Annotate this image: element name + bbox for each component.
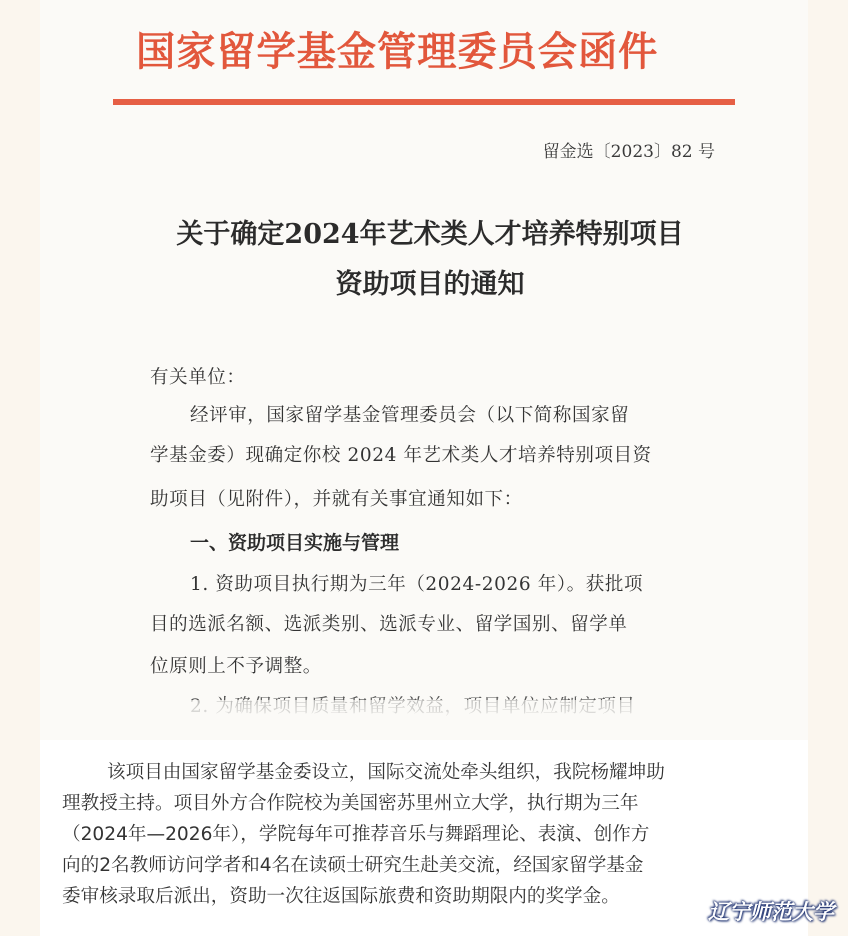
caption-line: 该项目由国家留学基金委设立，国际交流处牵头组织，我院杨耀坤助: [107, 762, 665, 783]
notice-title-line2: 资助项目的通知: [335, 269, 525, 300]
watermark-logo: 辽宁师范大学: [708, 900, 834, 924]
paragraph-line: 学基金委）现确定你校 2024 年艺术类人才培养特别项目资: [150, 445, 652, 466]
caption-line: 向的2名教师访问学者和4名在读硕士研究生赴美交流，经国家留学基金: [62, 855, 644, 876]
caption-line: （2024年—2026年），学院每年可推荐音乐与舞蹈理论、表演、创作方: [62, 824, 650, 845]
caption-line: 委审核录取后派出，资助一次往返国际旅费和资助期限内的奖学金。: [62, 886, 620, 907]
caption-text: [62, 757, 782, 912]
document-image: [40, 0, 808, 740]
section-heading: 一、资助项目实施与管理: [190, 532, 400, 554]
salutation: 有关单位：: [150, 367, 246, 388]
letterhead-rule: [113, 99, 735, 105]
item-line: 目的选派名额、选派类别、选派专业、留学国别、留学单: [150, 614, 628, 635]
document-number: 留金选〔2023〕82 号: [542, 142, 715, 162]
paragraph-line: 助项目（见附件），并就有关事宜通知如下：: [150, 489, 523, 510]
notice-title-line1: 关于确定2024年艺术类人才培养特别项目: [176, 219, 684, 250]
paragraph-line: 经评审，国家留学基金管理委员会（以下简称国家留: [190, 405, 630, 426]
item-line: 位原则上不予调整。: [150, 656, 322, 677]
image-crop-fade: [40, 700, 808, 740]
page-margin-right: [808, 0, 848, 936]
letterhead-title: 国家留学基金管理委员会函件: [136, 29, 659, 75]
item-line: 1. 资助项目执行期为三年（2024-2026 年）。获批项: [190, 574, 644, 595]
caption-line: 理教授主持。项目外方合作院校为美国密苏里州立大学，执行期为三年: [62, 793, 639, 814]
page-margin-left: [0, 0, 40, 936]
